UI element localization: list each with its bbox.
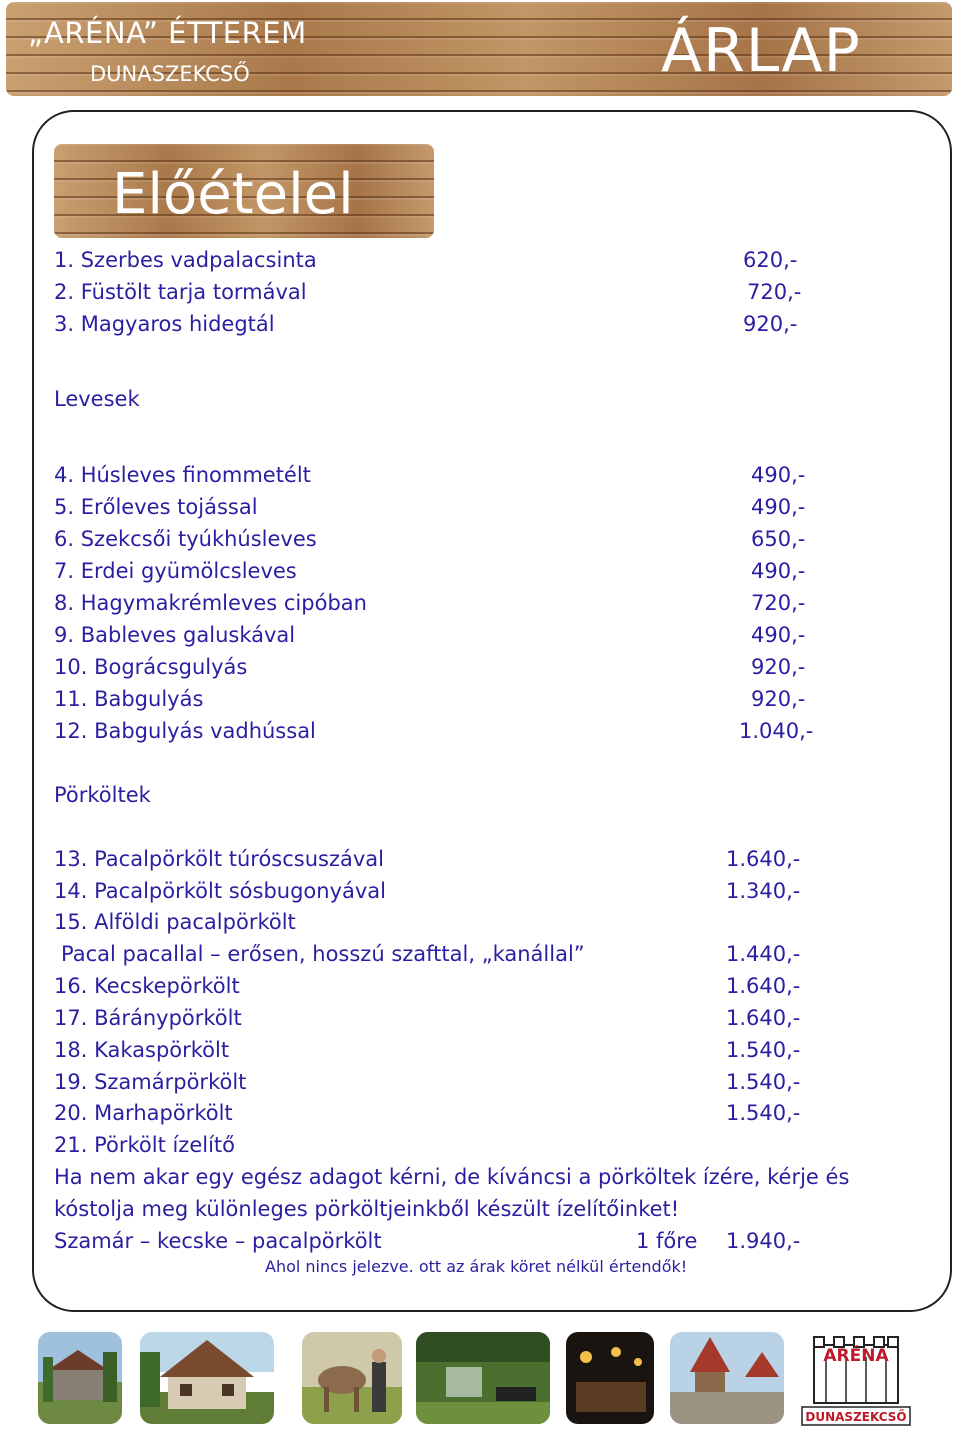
menu-item-price: 490,- (751, 463, 806, 487)
menu-item-name: 7. Erdei gyümölcsleves (54, 559, 297, 583)
menu-item-name: 16. Kecskepörkölt (54, 974, 240, 998)
menu-item-name: 14. Pacalpörkölt sósbugonyával (54, 879, 387, 903)
menu-item-price: 720,- (747, 280, 802, 304)
menu-item-name: 11. Babgulyás (54, 687, 204, 711)
menu-item-price: 1.540,- (726, 1070, 801, 1094)
photo-restaurant-exterior (38, 1332, 122, 1424)
menu-item-price: 620,- (743, 248, 798, 272)
photo-camping (416, 1332, 550, 1424)
menu-item-name: 1. Szerbes vadpalacsinta (54, 248, 317, 272)
menu-item-name: 19. Szamárpörkölt (54, 1070, 247, 1094)
menu-item-price: 1.340,- (726, 879, 801, 903)
menu-item-name: 21. Pörkölt ízelítő (54, 1133, 236, 1157)
menu-item-name: Pacal pacallal – erősen, hosszú szafttal, „kanállal” (61, 942, 585, 966)
menu-item-name: 10. Bográcsgulyás (54, 655, 248, 679)
menu-item-price: 920,- (751, 687, 806, 711)
menu-item-name: 8. Hagymakrémleves cipóban (54, 591, 367, 615)
stews-heading: Pörköltek (54, 783, 151, 807)
restaurant-location: DUNASZEKCSŐ (90, 62, 250, 86)
tasting-description: Ha nem akar egy egész adagot kérni, de kíváncsi a pörköltek ízére, kérje és (54, 1165, 850, 1189)
menu-item-price: 720,- (751, 591, 806, 615)
menu-item-price: 490,- (751, 495, 806, 519)
section-banner (54, 144, 434, 238)
section-title: Előételel (112, 162, 354, 227)
menu-item-name: 18. Kakaspörkölt (54, 1038, 230, 1062)
arena-logo (796, 1327, 916, 1427)
tasting-price: 1.940,- (726, 1229, 801, 1253)
menu-item-name: 20. Marhapörkölt (54, 1101, 233, 1125)
soups-heading: Levesek (54, 387, 140, 411)
menu-item-name: 17. Báránypörkölt (54, 1006, 242, 1030)
photo-castle-wall (670, 1332, 784, 1424)
menu-item-price: 650,- (751, 527, 806, 551)
logo-bottom-text: DUNASZEKCSŐ (805, 1410, 907, 1424)
restaurant-name: „ARÉNA” ÉTTEREM (28, 16, 307, 50)
menu-item-price: 1.040,- (739, 719, 814, 743)
menu-item-name: 12. Babgulyás vadhússal (54, 719, 316, 743)
page-title: ÁRLAP (661, 16, 861, 86)
menu-item-name: 15. Alföldi pacalpörkölt (54, 910, 296, 934)
menu-item-name: 9. Bableves galuskával (54, 623, 296, 647)
menu-item-price: 1.540,- (726, 1038, 801, 1062)
tasting-item-name: Szamár – kecske – pacalpörkölt (54, 1229, 382, 1253)
tasting-description: kóstolja meg különleges pörköltjeinkből készült ízelítőinket! (54, 1197, 680, 1221)
menu-item-name: 4. Húsleves finommetélt (54, 463, 311, 487)
tasting-portion: 1 főre (636, 1229, 698, 1253)
header-banner (6, 2, 952, 96)
photo-wooden-house (140, 1332, 274, 1424)
menu-item-price: 1.640,- (726, 1006, 801, 1030)
menu-item-price: 920,- (751, 655, 806, 679)
photo-night-terrace (566, 1332, 654, 1424)
menu-item-price: 1.540,- (726, 1101, 801, 1125)
menu-item-name: 3. Magyaros hidegtál (54, 312, 275, 336)
menu-item-price: 1.640,- (726, 847, 801, 871)
menu-item-price: 490,- (751, 623, 806, 647)
menu-item-price: 1.440,- (726, 942, 801, 966)
menu-item-price: 490,- (751, 559, 806, 583)
menu-item-price: 1.640,- (726, 974, 801, 998)
menu-item-name: 6. Szekcsői tyúkhúsleves (54, 527, 317, 551)
menu-item-name: 5. Erőleves tojással (54, 495, 258, 519)
photo-donkey (302, 1332, 402, 1424)
footnote: Ahol nincs jelezve. ott az árak köret nélkül értendők! (265, 1257, 688, 1276)
menu-item-price: 920,- (743, 312, 798, 336)
menu-item-name: 2. Füstölt tarja tormával (54, 280, 307, 304)
menu-item-name: 13. Pacalpörkölt túróscsuszával (54, 847, 384, 871)
logo-top-text: ARÉNA (823, 1346, 889, 1366)
